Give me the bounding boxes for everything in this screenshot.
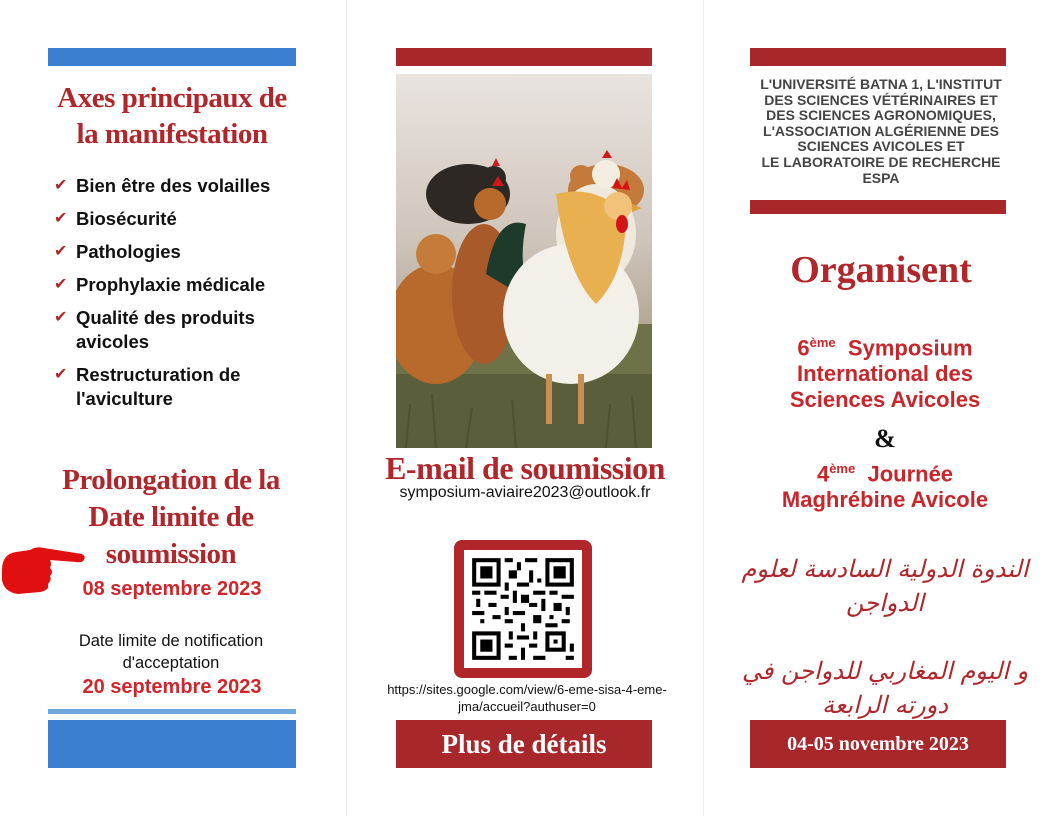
symposium-title: 6ème Symposium International des Sciences Avicoles (789, 335, 981, 413)
check-icon: ✔ (54, 177, 68, 194)
top-red-bar-right (750, 48, 1006, 66)
email-title: E-mail de soumission (385, 450, 665, 486)
check-icon: ✔ (54, 276, 68, 293)
arabic-symposium-title: الندوة الدولية السادسة لعلوم الدواجن (741, 555, 1029, 617)
check-icon: ✔ (54, 366, 68, 383)
list-item: ✔ Prophylaxie médicale (54, 274, 266, 295)
qr-code-frame (454, 540, 592, 678)
prolongation-title: Prolongation de la Date limite de soumission (62, 464, 280, 570)
list-item: ✔ Biosécurité (54, 208, 177, 229)
list-item: ✔ Bien être des volailles (54, 175, 271, 196)
arabic-journee-title: و اليوم المغاربي للدواجن في دورته الرابعة (741, 657, 1029, 719)
email-address[interactable]: symposium-aviaire2023@outlook.fr (399, 484, 651, 501)
journee-title: 4ème Journée Maghrébine Avicole (781, 461, 989, 513)
notification-label: Date limite de notification d'acceptation (78, 632, 264, 672)
bottom-thin-blue-bar (48, 709, 296, 714)
top-red-bar (396, 48, 652, 66)
list-item: ✔ Pathologies (54, 241, 181, 262)
qr-code-icon[interactable] (464, 550, 582, 668)
top-blue-bar (48, 48, 296, 66)
submission-deadline: 08 septembre 2023 (82, 578, 262, 600)
axes-title-line-2: la manifestation (76, 118, 268, 150)
notification-deadline: 20 septembre 2023 (82, 676, 262, 698)
website-url[interactable]: https://sites.google.com/view/6-eme-sisa-4-eme- jma/accueil?authuser=0 (387, 682, 667, 714)
list-item: ✔ Restructuration de l'aviculture (54, 364, 241, 409)
axes-title-line-1: Axes principaux de (57, 82, 287, 114)
axes-list (54, 174, 324, 420)
axes-title (48, 80, 296, 152)
organisent-heading: Organisent (790, 249, 972, 291)
check-icon: ✔ (54, 243, 68, 260)
check-icon: ✔ (54, 309, 68, 326)
check-icon: ✔ (54, 210, 68, 227)
bottom-blue-bar (48, 720, 296, 768)
list-item: ✔ Qualité des produits avicoles (54, 307, 255, 352)
ampersand: & (874, 424, 896, 453)
under-organizers-red-bar (750, 200, 1006, 214)
organizers-block: L'UNIVERSITÉ BATNA 1, L'INSTITUT DES SCIENCES VÉTÉRINAIRES ET DES SCIENCES AGRONOMIQUES, L'ASSOCIATION ALGÉRIENNE DES SCIENCES AVICOLES ET LE LABORATOIRE DE RECHERCHE ESPA (760, 76, 1002, 186)
chickens-photo (396, 74, 652, 448)
event-dates: 04-05 novembre 2023 (750, 720, 1006, 768)
details-button[interactable]: Plus de détails (396, 720, 652, 768)
